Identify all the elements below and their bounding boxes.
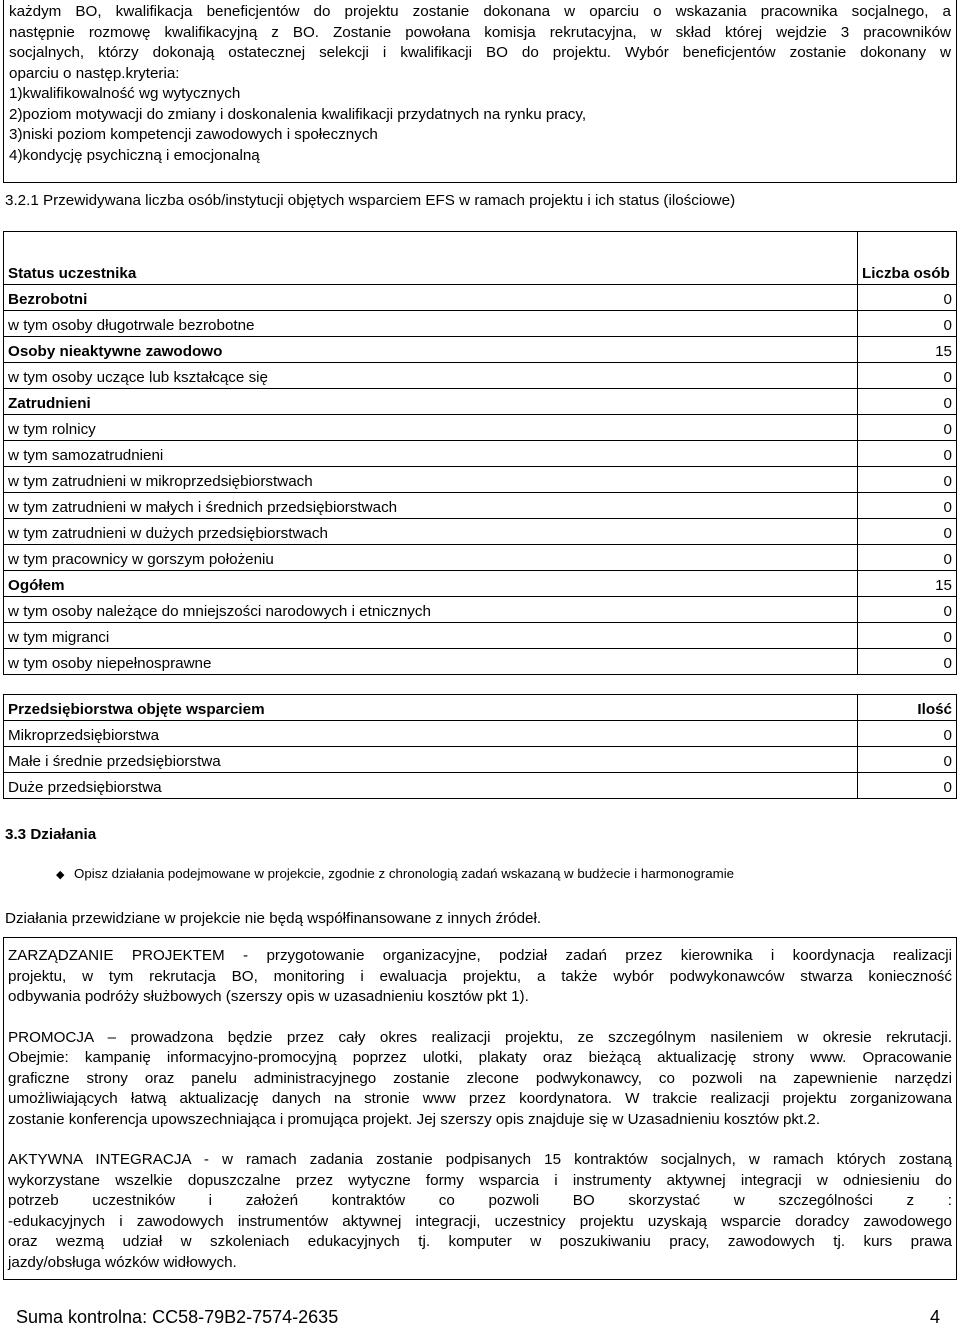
action-line: projektu, w tym rekrutacja BO, monitoring i ewaluacja projektu, a także wybór podwykonawców stwarza konieczność — [8, 967, 952, 985]
table-header-row — [4, 232, 957, 285]
row-label: Zatrudnieni — [4, 389, 858, 415]
checksum-footer: Suma kontrolna: CC58-79B2-7574-2635 — [16, 1307, 339, 1327]
row-label: Małe i średnie przedsiębiorstwa — [4, 747, 858, 773]
row-value: 0 — [858, 597, 957, 623]
row-label: Ogółem — [4, 571, 858, 597]
table-row — [4, 337, 957, 363]
action-line: Obejmie: kampanię informacyjno-promocyjną poprzez ulotki, plakaty oraz bieżącą aktualizację strony www. Opracowanie — [8, 1049, 952, 1066]
row-value: 0 — [858, 519, 957, 545]
table-row — [4, 363, 957, 389]
table-row — [4, 597, 957, 623]
row-label: Bezrobotni — [4, 285, 858, 311]
intro-line: oparciu o następ.kryteria: — [9, 64, 180, 82]
table-row — [4, 623, 957, 649]
table-header-row — [4, 695, 957, 721]
row-label: w tym zatrudnieni w mikroprzedsiębiorstwach — [4, 467, 858, 493]
action-line: AKTYWNA INTEGRACJA - w ramach zadania zostanie podpisanych 15 kontraktów socjalnych, w ramach których zostaną — [8, 1151, 952, 1168]
row-value: 0 — [858, 389, 957, 415]
intro-text-box — [3, 0, 957, 183]
participants-body — [4, 285, 957, 675]
intro-line: 2)poziom motywacji do zmiany i doskonalenia kwalifikacji przydatnych na rynku pracy, — [9, 105, 587, 123]
table-row — [4, 441, 957, 467]
action-paragraph — [8, 1150, 952, 1273]
action-line: jazdy/obsługa wózków widłowych. — [8, 1253, 237, 1271]
actions-text-box — [3, 937, 957, 1280]
row-value: 0 — [858, 285, 957, 311]
row-value: 0 — [858, 649, 957, 675]
section-3-2-1-heading: 3.2.1 Przewidywana liczba osób/instytucji objętych wsparciem EFS w ramach projektu i ich status (ilościowe) — [5, 192, 736, 209]
row-value: 0 — [858, 311, 957, 337]
row-label: Duże przedsiębiorstwa — [4, 773, 858, 799]
action-line: graficzne strony oraz panelu administracyjnego zostanie zlecone podwykonawcy, co pozwoli na zapewnienie narzędzi — [8, 1069, 952, 1087]
action-paragraph — [8, 946, 952, 1008]
table-row — [4, 493, 957, 519]
row-label: w tym migranci — [4, 623, 858, 649]
table-row — [4, 415, 957, 441]
section-3-3-heading: 3.3 Działania — [5, 826, 97, 843]
row-label: w tym osoby długotrwale bezrobotne — [4, 311, 858, 337]
intro-line: 3)niski poziom kompetencji zawodowych i społecznych — [9, 126, 378, 143]
action-line: wykorzystane wszelkie dopuszczalne przez wytyczne formy wsparcia i instrumenty aktywnej integracji w odniesieniu do — [8, 1171, 952, 1189]
table-row — [4, 285, 957, 311]
table-row — [4, 311, 957, 337]
row-value: 0 — [858, 467, 957, 493]
action-line: PROMOCJA – prowadzona będzie przez cały okres realizacji projektu, ze szczególnym nasileniem w okresie rekrutacji. — [8, 1028, 952, 1046]
action-line: ZARZĄDZANIE PROJEKTEM - przygotowanie organizacyjne, podział zadań przez kierownika i koordynacja realizacji — [8, 947, 952, 964]
enterprise-table — [3, 694, 957, 799]
page-number: 4 — [929, 1307, 940, 1327]
action-line: odbywania podróży służbowych (szerszy opis w uzasadnieniu kosztów pkt 1). — [8, 988, 529, 1005]
row-label: w tym zatrudnieni w małych i średnich przedsiębiorstwach — [4, 493, 858, 519]
enterprise-body — [4, 721, 957, 799]
table-row — [4, 545, 957, 571]
row-value: 15 — [858, 337, 957, 363]
row-value: 0 — [858, 415, 957, 441]
table-row — [4, 649, 957, 675]
header-count: Liczba osób — [858, 232, 957, 285]
table-row — [4, 773, 957, 799]
cofinancing-statement: Działania przewidziane w projekcie nie będą współfinansowane z innych źródeł. — [5, 910, 542, 927]
action-paragraph — [8, 1028, 952, 1131]
intro-line: 1)kwalifikowalność wg wytycznych — [9, 85, 241, 102]
table-row — [4, 467, 957, 493]
row-value: 0 — [858, 493, 957, 519]
row-label: w tym samozatrudnieni — [4, 441, 858, 467]
row-value: 0 — [858, 773, 957, 799]
intro-line: następnie rozmowę kwalifikacyjną z BO. Zostanie powołana komisja rekrutacyjna, w skład której wejdzie 3 pracowników — [9, 23, 951, 41]
row-label: Osoby nieaktywne zawodowo — [4, 337, 858, 363]
intro-line: każdym BO, kwalifikacja beneficjentów do projektu zostanie dokonana w oparciu o wskazania pracownika socjalnego, a — [9, 3, 951, 20]
action-line: oraz wezmą udział w szkoleniach edukacyjnych tj. komputer w poszukiwaniu pracy, zawodowych tj. kurs prawa — [8, 1233, 952, 1250]
action-line: zostanie konferencja upowszechniająca i promująca projekt. Jej szerszy opis znajduje się w Uzasadnieniu kosztów pkt.2. — [8, 1110, 821, 1128]
intro-line: 4)kondycję psychiczną i emocjonalną — [9, 146, 260, 164]
table-row — [4, 571, 957, 597]
action-line: -edukacyjnych i zawodowych instrumentów aktywnej integracji, uczestnicy projektu uzyskają wsparcie doradcy zawodowego — [8, 1212, 952, 1230]
row-value: 0 — [858, 545, 957, 571]
header-quantity: Ilość — [858, 695, 957, 721]
header-enterprises: Przedsiębiorstwa objęte wsparciem — [4, 695, 858, 721]
intro-line: socjalnych, którzy dokonają ostatecznej selekcji i kwalifikacji BO do projektu. Wybór beneficjentów zostanie dokonany w — [9, 44, 951, 61]
diamond-bullet-icon: ◆ — [56, 869, 65, 881]
row-label: w tym osoby niepełnosprawne — [4, 649, 858, 675]
row-value: 0 — [858, 623, 957, 649]
header-status: Status uczestnika — [4, 232, 858, 285]
row-value: 0 — [858, 363, 957, 389]
table-row — [4, 747, 957, 773]
table-row — [4, 721, 957, 747]
row-value: 0 — [858, 441, 957, 467]
instruction-text: Opisz działania podejmowane w projekcie, zgodnie z chronologią zadań wskazaną w budżecie i harmonogramie — [74, 866, 735, 881]
instruction-bullet — [56, 866, 734, 881]
participants-table — [3, 231, 957, 675]
row-value: 15 — [858, 571, 957, 597]
table-row — [4, 519, 957, 545]
row-label: w tym zatrudnieni w dużych przedsiębiorstwach — [4, 519, 858, 545]
row-label: w tym pracownicy w gorszym położeniu — [4, 545, 858, 571]
action-line: potrzeb uczestników i założeń kontraktów co pozwoli BO skorzystać w szczególności z : — [8, 1192, 952, 1209]
row-label: w tym osoby uczące lub kształcące się — [4, 363, 858, 389]
row-value: 0 — [858, 721, 957, 747]
action-line: umożliwiających łatwą aktualizację danych na stronie www przez koordynatora. W trakcie realizacji projektu zorganizowana — [8, 1090, 952, 1107]
table-row — [4, 389, 957, 415]
row-value: 0 — [858, 747, 957, 773]
row-label: w tym rolnicy — [4, 415, 858, 441]
row-label: Mikroprzedsiębiorstwa — [4, 721, 858, 747]
row-label: w tym osoby należące do mniejszości narodowych i etnicznych — [4, 597, 858, 623]
